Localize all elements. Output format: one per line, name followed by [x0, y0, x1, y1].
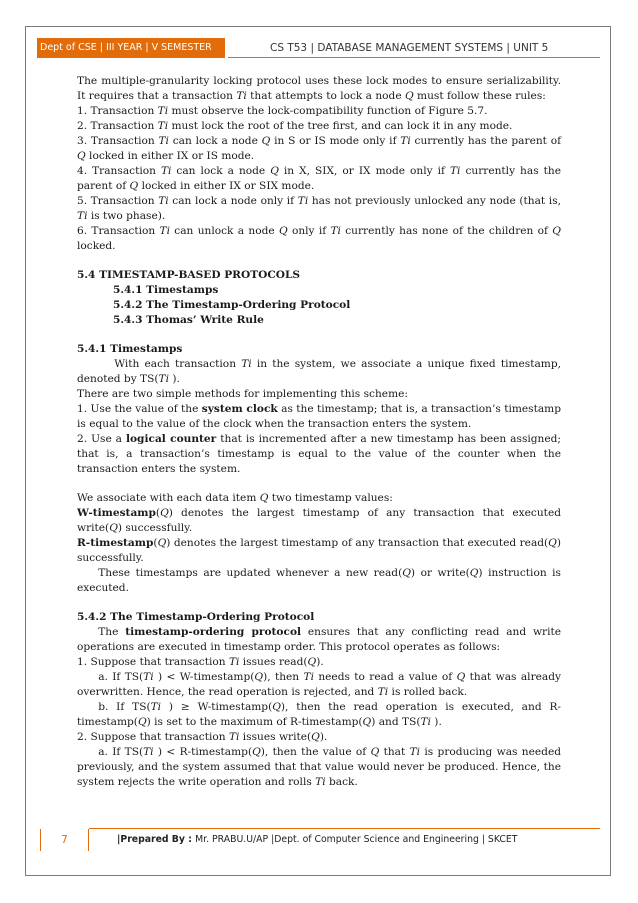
rule-3: 3. Transaction Ti can lock a node Q in S or IS mode only if Ti currently has the parent of Q locked in either IX or IS mode.	[77, 135, 561, 162]
timestamp-intro: With each transaction Ti in the system, we associate a unique fixed timestamp, denoted by TS(Ti ).	[77, 358, 562, 385]
toc-item: 5.4.2 The Timestamp-Ordering Protocol	[113, 299, 351, 311]
method-2: 2. Use a logical counter that is incremented after a new timestamp has been assigned; that is, a transaction’s timestamp is equal to the value of the counter when the transaction enters the system.	[77, 433, 561, 475]
rule-5: 5. Transaction Ti can lock a node only if Ti has not previously unlocked any node (that is, Ti is two phase).	[77, 195, 561, 222]
case-write: 2. Suppose that transaction Ti issues write(Q).	[77, 731, 328, 743]
rule-6: 6. Transaction Ti can unlock a node Q only if Ti currently has none of the children of Q locked.	[77, 225, 561, 252]
rule-2: 2. Transaction Ti must lock the root of the tree first, and can lock it in any mode.	[77, 120, 513, 132]
section-heading-5-4-1: 5.4.1 Timestamps	[77, 343, 183, 355]
section-heading-5-4: 5.4 TIMESTAMP-BASED PROTOCOLS	[77, 269, 301, 281]
intro-paragraph: The multiple-granularity locking protocol uses these lock modes to ensure serializability. It requires that a transaction Ti that attempts to lock a node Q must follow these rules:	[77, 75, 561, 102]
case-read-a: a. If TS(Ti ) < W-timestamp(Q), then Ti needs to read a value of Q that was already overwritten. Hence, the read operation is rejected, and Ti is rolled back.	[77, 671, 561, 698]
to-protocol-intro: The timestamp-ordering protocol ensures that any conflicting read and write operations are executed in timestamp order. This protocol operates as follows:	[77, 626, 562, 653]
toc-item: 5.4.1 Timestamps	[113, 284, 219, 296]
rule-1: 1. Transaction Ti must observe the lock-compatibility function of Figure 5.7.	[77, 105, 488, 117]
header-rule	[228, 57, 600, 58]
case-read: 1. Suppose that transaction Ti issues read(Q).	[77, 656, 324, 668]
footer-text: |Prepared By : Mr. PRABU.U/AP |Dept. of Computer Science and Engineering | SKCET	[117, 834, 518, 845]
r-timestamp-def: R-timestamp(Q) denotes the largest timestamp of any transaction that executed read(Q) successfully.	[77, 537, 561, 564]
w-timestamp-def: W-timestamp(Q) denotes the largest timestamp of any transaction that executed write(Q) successfully.	[77, 507, 561, 534]
case-read-b: b. If TS(Ti ) ≥ W-timestamp(Q), then the read operation is executed, and R-timestamp(Q) is set to the maximum of R-timestamp(Q) and TS(Ti ).	[77, 701, 562, 728]
header-badge: Dept of CSE | III YEAR | V SEMESTER	[37, 38, 225, 58]
document-body	[77, 74, 561, 790]
method-1: 1. Use the value of the system clock as the timestamp; that is, a transaction’s timestamp is equal to the value of the clock when the transaction enters the system.	[77, 403, 561, 430]
case-write-a: a. If TS(Ti ) < R-timestamp(Q), then the value of Q that Ti is producing was needed previously, and the system assumed that that value would never be produced. Hence, the system rejects the write operation and rolls Ti back.	[77, 746, 561, 788]
data-item-intro: We associate with each data item Q two timestamp values:	[77, 492, 393, 504]
rule-4: 4. Transaction Ti can lock a node Q in X, SIX, or IX mode only if Ti currently has the parent of Q locked in either IX or SIX mode.	[77, 165, 561, 192]
timestamp-update-note: These timestamps are updated whenever a new read(Q) or write(Q) instruction is executed.	[77, 567, 561, 594]
toc-item: 5.4.3 Thomas’ Write Rule	[113, 314, 264, 326]
methods-intro: There are two simple methods for implementing this scheme:	[77, 388, 408, 400]
section-heading-5-4-2: 5.4.2 The Timestamp-Ordering Protocol	[77, 611, 315, 623]
page-number: 7	[40, 829, 89, 851]
header-title: CS T53 | DATABASE MANAGEMENT SYSTEMS | UNIT 5	[270, 42, 549, 54]
